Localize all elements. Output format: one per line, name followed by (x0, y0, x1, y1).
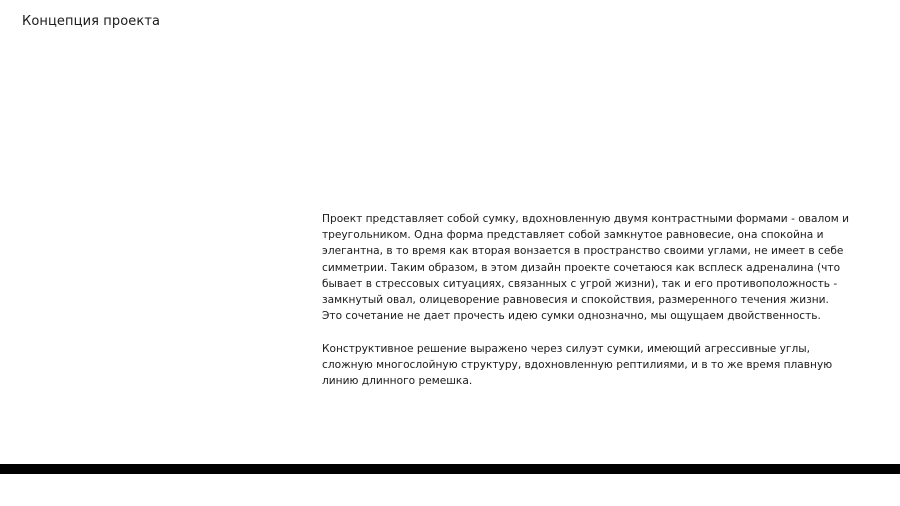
paragraph-spacer (322, 324, 862, 340)
paragraph-1-line: Проект представляет собой сумку, вдохновленную двумя контрастными формами - овалом и (322, 213, 849, 225)
body-text (322, 211, 862, 389)
paragraph-2-line: линию длинного ремешка. (322, 375, 473, 388)
paragraph-1-line: замкнутый овал, олицеворение равновесия и спокойствия, размеренного течения жизни. (322, 294, 829, 307)
paragraph-2-line: Конструктивное решение выражено через силуэт сумки, имеющий агрессивные углы, (322, 342, 810, 355)
page-title: Концепция проекта (22, 14, 161, 29)
paragraph-2-line: сложную многослойную структуру, вдохновленную рептилиями, и в то же время плавную (322, 358, 833, 371)
paragraph-1-line: треугольником. Одна форма представляет собой замкнутое равновесие, она спокойна и (322, 229, 824, 242)
paragraph-1-line: бывает в стрессовых ситуациях, связанных с угрой жизни), так и его противоположность - (322, 277, 838, 290)
paragraph-1-line: симметрии. Таким образом, в этом дизайн проекте сочетаюся как всплеск адреналина (что (322, 261, 841, 274)
bottom-divider-bar (0, 464, 900, 474)
paragraph-1-line: элегантна, в то время как вторая вонзается в пространство своими углами, не имеет в себе (322, 245, 844, 258)
paragraph-1-line: Это сочетание не дает прочесть идею сумки однозначно, мы ощущаем двойственность. (322, 310, 821, 323)
